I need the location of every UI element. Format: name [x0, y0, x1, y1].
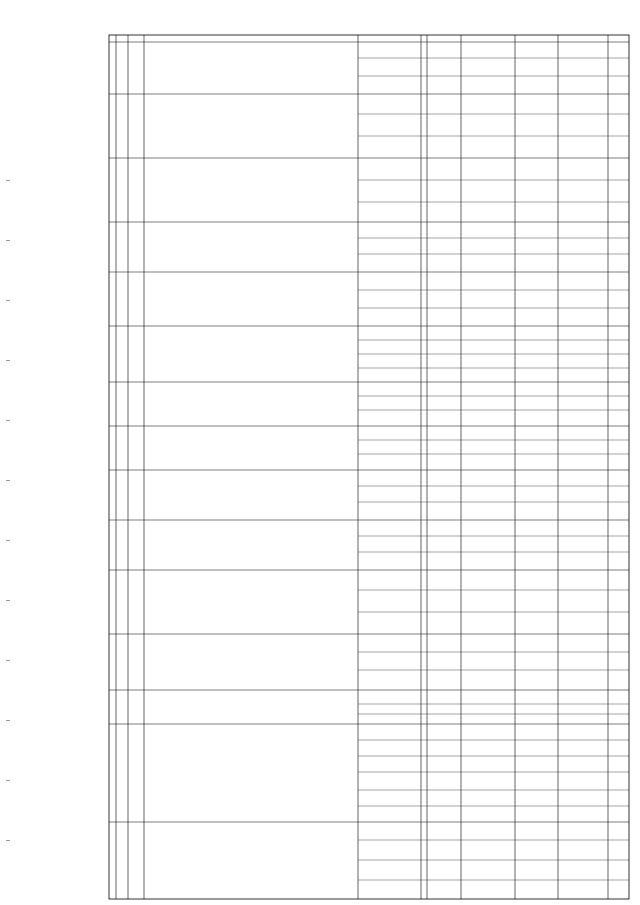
scan-edge-marks: [0, 0, 20, 905]
year-subrow-rules: [358, 58, 629, 880]
rotated-table: [108, 34, 630, 900]
table-grid: [108, 34, 630, 900]
